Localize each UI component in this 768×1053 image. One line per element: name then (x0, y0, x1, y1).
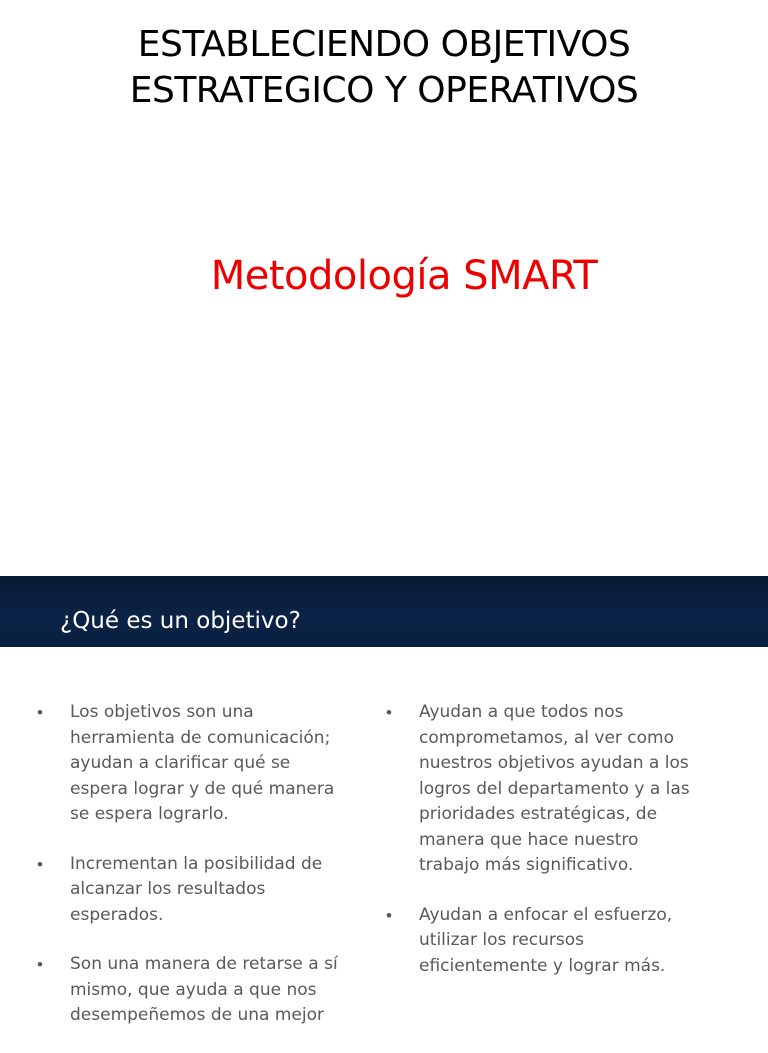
bullet-line: logros del departamento y a las (419, 778, 690, 799)
bullet-line: utilizar los recursos (419, 930, 585, 950)
bullet-dot: • (37, 854, 43, 874)
bullet-line: comprometamos, al ver como (419, 727, 675, 748)
slide-subtitle: Metodología SMART (210, 253, 598, 299)
right-bullet-column (383, 700, 703, 1003)
bullet-line: esperados. (70, 904, 164, 925)
bullet-item (34, 852, 344, 929)
bullet-line: Ayudan a que todos nos (419, 702, 624, 722)
bullet-text (70, 852, 344, 929)
title-line-2: ESTRATEGICO Y OPERATIVOS (129, 70, 639, 111)
title-line-1: ESTABLECIENDO OBJETIVOS (137, 24, 631, 65)
bullet-line: mismo, que ayuda a que nos (70, 979, 317, 1000)
bullet-line: eficientemente y lograr más. (419, 955, 666, 976)
bullet-text (70, 952, 344, 1029)
bullet-line: Los objetivos son una (70, 702, 254, 722)
bullet-item (383, 700, 703, 879)
bullet-line: Son una manera de retarse a sí (70, 954, 338, 974)
bullet-dot: • (37, 703, 43, 722)
bullet-text (419, 700, 703, 879)
bullet-item (34, 700, 344, 828)
bullet-line: alcanzar los resultados (70, 879, 266, 899)
bullet-text (70, 700, 344, 828)
bullet-dot: • (37, 955, 43, 974)
slide-2 (0, 576, 768, 1024)
bullet-item (383, 903, 703, 980)
bullet-line: Incrementan la posibilidad de (70, 853, 323, 874)
bullet-line: trabajo más significativo. (419, 855, 634, 875)
bullet-line: herramienta de comunicación; (70, 727, 331, 748)
bullet-dot: • (386, 703, 392, 722)
slide-2-heading: ¿Qué es un objetivo? (60, 608, 301, 634)
bullet-line: se espera lograrlo. (70, 804, 229, 824)
bullet-line: Ayudan a enfocar el esfuerzo, (419, 904, 673, 925)
bullet-line: nuestros objetivos ayudan a los (419, 753, 689, 773)
bullet-line: manera que hace nuestro (419, 829, 639, 850)
bullet-line: espera lograr y de qué manera (70, 778, 335, 799)
bullet-line: desempeñemos de una mejor (70, 1005, 324, 1025)
bullet-line: prioridades estratégicas, de (419, 804, 658, 824)
slide-title (0, 22, 768, 114)
bullet-item (34, 952, 344, 1029)
header-band (0, 576, 768, 647)
bullet-dot: • (386, 905, 392, 925)
bullet-text (419, 903, 703, 980)
left-bullet-column (34, 700, 344, 1053)
bullet-line: ayudan a clarificar qué se (70, 753, 291, 773)
